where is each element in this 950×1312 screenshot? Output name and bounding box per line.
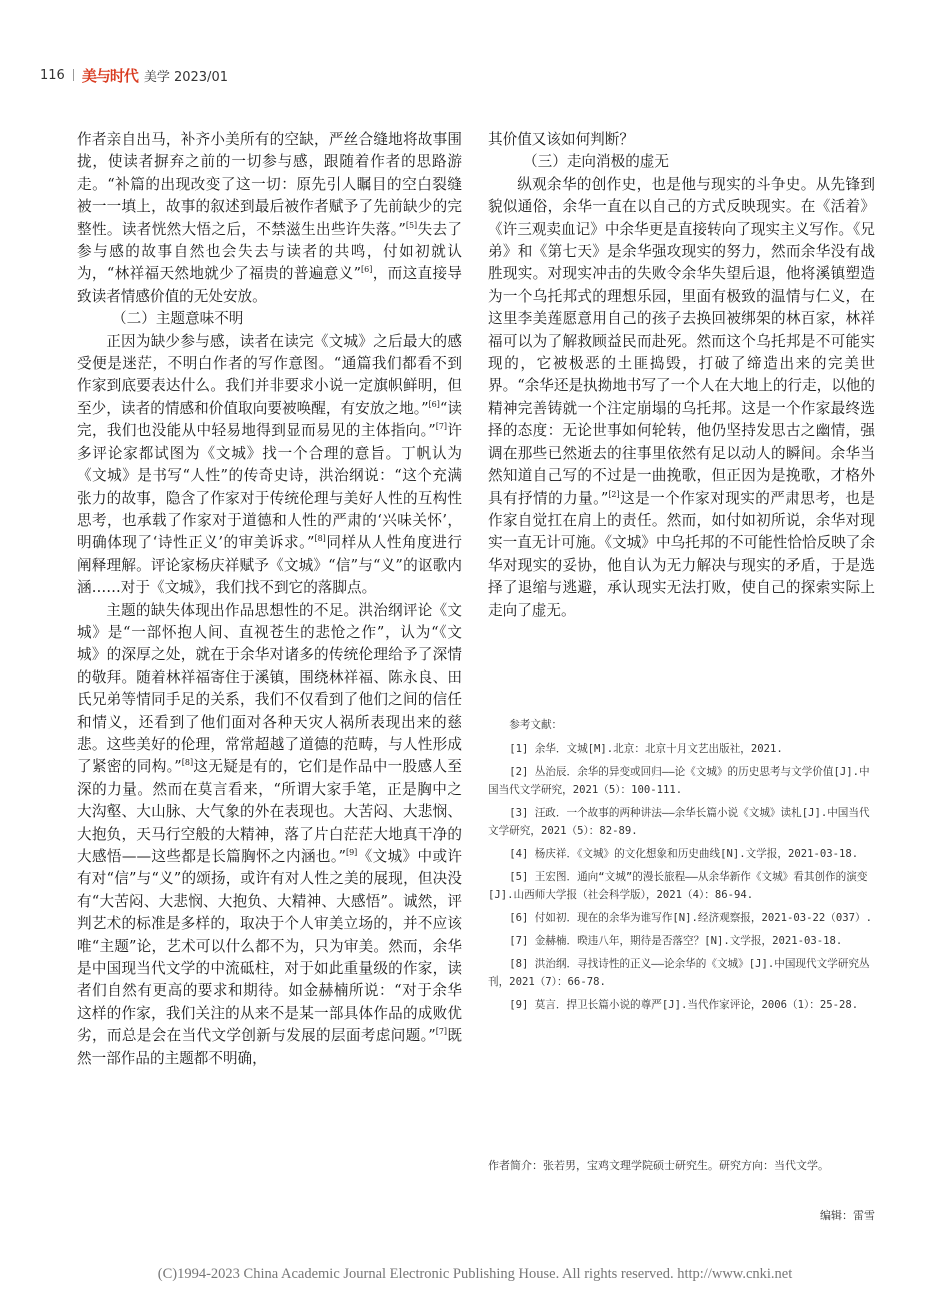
reference-item: [5] 王宏图．通向“文城”的漫长旅程——从余华新作《文城》看其创作的演变[J].山西师大学报（社会科学版），2021（4）：86-94. (488, 871, 868, 901)
section-heading: （三）走向消极的虚无 (523, 153, 669, 171)
editor-credit: 编辑：雷雪 (820, 1209, 875, 1222)
right-column (488, 129, 875, 622)
citation: [5] (405, 220, 418, 230)
references (488, 716, 875, 1019)
paragraph: 正因为缺少参与感，读者在读完《文城》之后最大的感受便是迷茫，不明白作者的写作意图。“通篇我们都看不到作家到底要表达什么。我们并非要求小说一定旗帜鲜明，但至少，读者的情感和价值取向要被唤醒，有安放之地。”[6]“读完，我们也没能从中轻易地得到显而易见的主体指向。”[7]许多评论家都试图为《文城》找一个合理的意旨。丁帆认为《文城》是书写“人性”的传奇史诗，洪治纲说：“这个充满张力的故事，隐含了作家对于传统伦理与美好人性的互构性思考，也承载了作家对于道德和人性的严肃的‘兴味关怀’，明确体现了‘诗性正义’的审美诉求。”[8]同样从人性角度进行阐释理解。评论家杨庆祥赋予《文城》“信”与“义”的讴歌内涵……对于《文城》，我们找不到它的落脚点。 (77, 332, 462, 597)
section-heading: （二）主题意味不明 (112, 310, 244, 328)
citation: [8] (314, 534, 326, 544)
author-bio: 作者简介：张若男，宝鸡文理学院硕士研究生。研究方向：当代文学。 (488, 1159, 829, 1172)
journal-logo: 美与时代 (81, 66, 138, 85)
citation: [9] (345, 848, 358, 858)
reference-item: [2] 丛治辰．余华的异变或回归——论《文城》的历史思考与文学价值[J].中国当代文学研究，2021（5）：100-111. (488, 766, 870, 796)
reference-item: [1] 余华．文城[M].北京：北京十月文艺出版社，2021. (509, 743, 783, 755)
reference-item: [4] 杨庆祥．《文城》的文化想象和历史曲线[N].文学报，2021-03-18. (509, 848, 859, 860)
citation: [7] (435, 422, 448, 432)
reference-item: [7] 金赫楠．暌违八年，期待是否落空？[N].文学报，2021-03-18. (509, 935, 843, 947)
citation: [2] (608, 489, 620, 499)
page-number: 116 (40, 67, 65, 83)
citation: [8] (181, 758, 194, 768)
citation: [6] (361, 265, 373, 275)
paragraph: 纵观余华的创作史，也是他与现实的斗争史。从先锋到貌似通俗，余华一直在以自己的方式反映现实。在《活着》《许三观卖血记》中余华更是直接转向了现实主义写作。《兄弟》和《第七天》是余华强攻现实的努力，然而余华没有战胜现实。对现实冲击的失败令余华失望后退，他将溪镇塑造为一个乌托邦式的理想乐园，里面有极致的温情与仁义，在这里李美莲愿意用自己的孩子去换回被绑架的林百家，林祥福可以为了解救顾益民而赴死。然而这个乌托邦是不可能实现的，它被极恶的土匪捣毁，打破了缔造出来的完美世界。“余华还是执拗地书写了一个人在大地上的行走，以他的精神完善铸就一个注定崩塌的乌托邦。这是一个作家最终选择的态度：无论世事如何轮转，他仍坚持发思古之幽情，强调在那些已然逝去的往事里依然有足以动人的瞬间。余华当然知道自己写的不过是一曲挽歌，但正因为是挽歌，才格外具有抒情的力量。”[2]这是一个作家对现实的严肃思考，也是作家自觉扛在肩上的责任。然而，如付如初所说，余华对现实一直无计可施。《文城》中乌托邦的不可能性恰恰反映了余华对现实的妥协，他自认为无力解决与现实的矛盾，于是选择了退缩与逃避，承认现实无法打败，使自己的探索实际上走向了虚无。 (488, 175, 875, 619)
copyright-footer: (C)1994-2023 China Academic Journal Electronic Publishing House. All rights reserved. http://www.cnki.net (157, 1266, 793, 1282)
reference-item: [3] 汪政．一个故事的两种讲法——余华长篇小说《文城》读札[J].中国当代文学研究，2021（5）：82-89. (488, 807, 870, 837)
citation: [6] (428, 400, 440, 410)
references-title: 参考文献： (509, 719, 563, 731)
reference-item: [6] 付如初．现在的余华为谁写作[N].经济观察报，2021-03-22（037）. (509, 912, 872, 924)
issue-label: 美学 2023/01 (143, 69, 228, 85)
citation: [7] (435, 1027, 448, 1037)
paragraph: 作者亲自出马，补齐小美所有的空缺，严丝合缝地将故事围拢，使读者摒弃之前的一切参与感，跟随着作者的思路游走。“补篇的出现改变了这一切：原先引人瞩目的空白裂缝被一一填上，故事的叙述到最后被作者赋予了先前缺少的完整性。读者恍然大悟之后，不禁滋生出些许失落。”[5]失去了参与感的故事自然也会失去与读者的共鸣，付如初就认为，“林祥福天然地就少了福贵的普遍意义”[6]，而这直接导致读者情感价值的无处安放。 (77, 131, 462, 305)
paragraph: 其价值又该如何判断？ (488, 131, 634, 148)
page-header (40, 64, 228, 86)
reference-item: [8] 洪治纲．寻找诗性的正义——论余华的《文城》[J].中国现代文学研究丛刊，2021（7）：66-78. (488, 958, 870, 988)
reference-item: [9] 莫言．捍卫长篇小说的尊严[J].当代作家评论，2006（1）：25-28. (509, 999, 859, 1011)
left-column (77, 129, 462, 1070)
header-divider (73, 69, 74, 81)
paragraph: 主题的缺失体现出作品思想性的不足。洪治纲评论《文城》是“一部怀抱人间、直视苍生的悲怆之作”，认为“《文城》的深厚之处，就在于余华对诸多的传统伦理给予了深情的敬拜。随着林祥福寄住于溪镇，围绕林祥福、陈永良、田氏兄弟等情同手足的关系，我们不仅看到了他们之间的信任和情义，还看到了他们面对各种天灾人祸所表现出来的慈悲。这些美好的伦理，常常超越了道德的范畴，与人性形成了紧密的同构。”[8]这无疑是有的，它们是作品中一股感人至深的力量。然而在莫言看来，“所谓大家手笔，正是胸中之大沟壑、大山脉、大气象的外在表现也。大苦闷、大悲悯、大抱负，天马行空般的大精神，落了片白茫茫大地真干净的大感悟——这些都是长篇胸怀之内涵也。”[9]《文城》中或许有对“信”与“义”的颂扬，或许有对人性之美的展现，但决没有“大苦闷、大悲悯、大抱负、大精神、大感悟”。诚然，评判艺术的标准是多样的，取决于个人审美立场的，并不应该唯“主题”论，艺术可以什么都不为，只为审美。然而，余华是中国现当代文学的中流砥柱，对于如此重量级的作家，读者们自然有更高的要求和期待。如金赫楠所说：“对于余华这样的作家，我们关注的从来不是某一部具体作品的成败优劣，而总是会在当代文学创新与发展的层面考虑问题。”[7]既然一部作品的主题都不明确， (77, 601, 462, 1067)
